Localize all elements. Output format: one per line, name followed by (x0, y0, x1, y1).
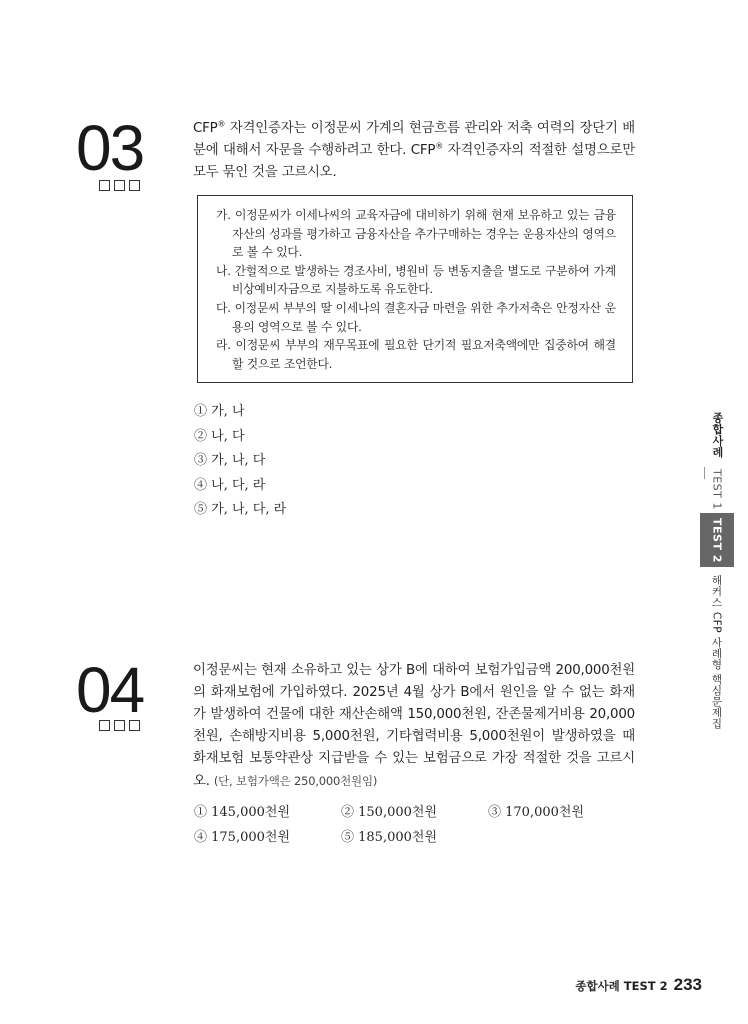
answer-choice[interactable]: ① 145,000천원 (194, 805, 291, 820)
answer-choice[interactable]: ⑤ 185,000천원 (341, 830, 438, 845)
statement-item: 나. 간헐적으로 발생하는 경조사비, 병원비 등 변동지출을 별도로 구분하여 가계비상예비자금으로 지불하도록 유도한다. (216, 263, 616, 297)
statement-item: 다. 이정문씨 부부의 딸 이세나의 결혼자금 마련을 위한 추가저축은 안정자산 운용의 영역으로 볼 수 있다. (216, 300, 616, 334)
check-box[interactable] (99, 180, 110, 191)
question-stem: CFP® 자격인증자는 이정문씨 가계의 현금흐름 관리와 저축 여력의 장단기 배분에 대해서 자문을 수행하려고 한다. CFP® 자격인증자의 적절한 설명으로만 모두 묶인 것을 고르시오. (193, 119, 635, 180)
check-box[interactable] (129, 720, 140, 731)
answer-choices (194, 800, 635, 850)
check-boxes[interactable] (99, 720, 140, 731)
question-number: 04 (76, 654, 144, 726)
statement-item: 가. 이정문씨가 이세나씨의 교육자금에 대비하기 위해 현재 보유하고 있는 금융자산의 성과를 평가하고 금융자산을 추가구매하는 경우는 운용자산의 영역으로 볼 수 있다. (216, 208, 616, 260)
answer-choice[interactable]: ③ 170,000천원 (488, 805, 585, 820)
answer-choice[interactable]: ③ 가, 나, 다 (194, 453, 266, 468)
answer-choice[interactable]: ① 가, 나 (194, 404, 245, 419)
check-boxes[interactable] (99, 180, 140, 191)
check-box[interactable] (99, 720, 110, 731)
answer-choice[interactable]: ④ 나, 다, 라 (194, 477, 266, 493)
check-box[interactable] (129, 180, 140, 191)
statement-item: 라. 이정문씨 부부의 재무목표에 필요한 단기적 필요저축액에만 집중하여 해결할 것으로 조언한다. (216, 338, 616, 371)
question-note: (단, 보험가액은 250,000천원임) (213, 774, 378, 788)
page-number: 233 (673, 975, 702, 994)
answer-choices (194, 400, 286, 523)
question-number: 03 (76, 112, 144, 184)
statement-box (197, 195, 633, 383)
side-tab-test2[interactable]: TEST 2 (700, 513, 734, 567)
answer-choice[interactable]: ④ 175,000천원 (194, 830, 291, 845)
question-stem: 이정문씨는 현재 소유하고 있는 상가 B에 대하여 보험가입금액 200,000천원의 화재보험에 가입하였다. 2025년 4월 상가 B에서 원인을 알 수 없는 화재가 발생하여 건물에 대한 재산손해액 150,000천원, 잔존물제거비용 20,000천원, 손해방지비용 5,000천원, 기타협력비용 5,000천원이 발생하였을 때 화재보험 보통약관상 지급받을 수 있는 보험금으로 가장 적절한 것을 고르시오. (단, 보험가액은 250,000천원임) (193, 663, 635, 789)
side-tab-test1[interactable]: TEST 1 (710, 468, 724, 510)
check-box[interactable] (114, 720, 125, 731)
answer-choice[interactable]: ⑤ 가, 나, 다, 라 (194, 502, 287, 517)
side-tab-section[interactable]: 종합사례 (711, 412, 724, 458)
side-book-title: 해커스 CFP 사례형 핵심문제집 (710, 575, 723, 729)
check-box[interactable] (114, 180, 125, 191)
page-footer (575, 975, 702, 995)
answer-choice[interactable]: ② 나, 다 (194, 428, 245, 444)
footer-label: 종합사례 TEST 2 (575, 979, 668, 993)
answer-choice[interactable]: ② 150,000천원 (341, 805, 438, 820)
